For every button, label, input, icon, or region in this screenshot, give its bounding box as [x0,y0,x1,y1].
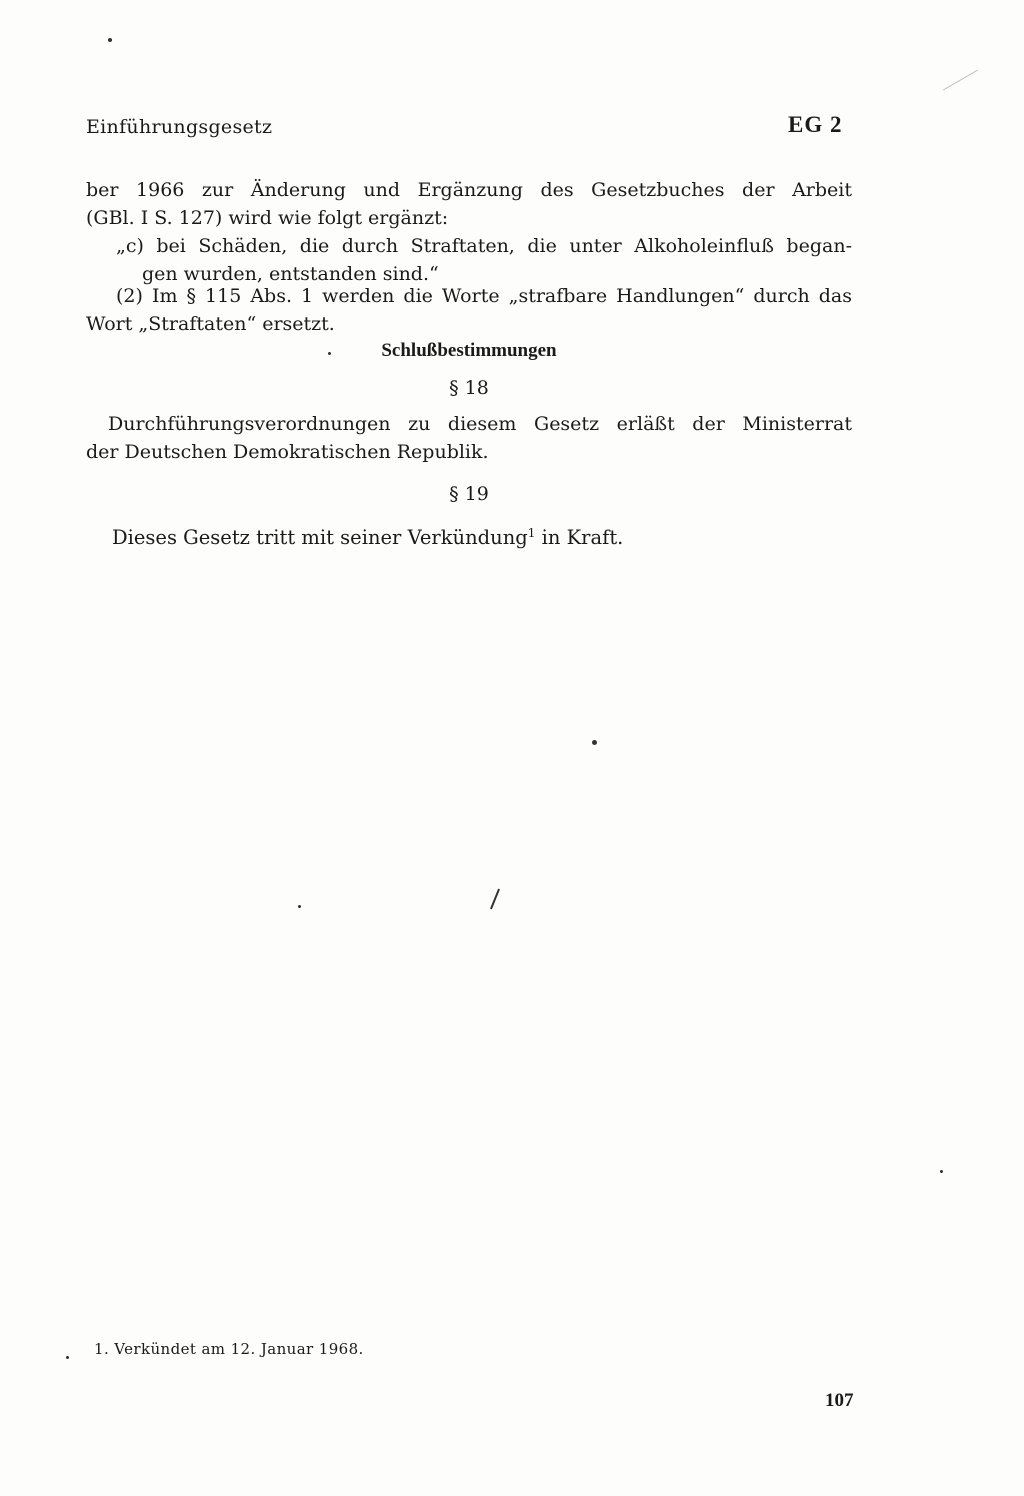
text-line: der Deutschen Demokratischen Republik. [86,441,489,463]
text-line: (2) Im § 115 Abs. 1 werden die Worte „strafbare Handlungen“ durch das [116,285,852,307]
scan-speck [66,1356,69,1359]
text-line: ber 1966 zur Änderung und Ergänzung des Gesetzbuches der Arbeit [86,179,852,201]
text-line: Wort „Straftaten“ ersetzt. [86,313,335,335]
text-run: in Kraft. [535,526,624,549]
footnote-reference: 1 [527,526,536,540]
scan-speck [328,352,331,355]
section-18-text [86,410,852,466]
section-number-19: § 19 [449,483,489,505]
running-header-code: EG 2 [788,112,843,137]
section-heading: Schlußbestimmungen [381,340,557,361]
text-line: „c) bei Schäden, die durch Straftaten, die unter Alkoholeinfluß began- [116,235,852,257]
scan-speck [592,740,597,745]
running-header-title: Einführungsgesetz [86,116,273,138]
text-line: Durchführungsverordnungen zu diesem Gesetz erläßt der Ministerrat [108,413,852,435]
scan-speck [298,905,301,908]
paragraph-continuation [86,176,852,232]
paragraph-2 [86,282,852,338]
scan-speck [490,888,500,909]
section-19-text [112,519,852,552]
scan-speck [108,38,112,42]
text-line: gen wurden, entstanden sind.“ [142,263,439,285]
scan-speck [943,70,978,91]
scan-speck [940,1170,943,1173]
footnote: 1. Verkündet am 12. Januar 1968. [94,1340,364,1358]
text-line: (GBl. I S. 127) wird wie folgt ergänzt: [86,207,449,229]
section-number-18: § 18 [449,377,489,399]
page-number: 107 [825,1390,854,1411]
text-run: Dieses Gesetz tritt mit seiner Verkündung [112,526,528,549]
quoted-amendment [116,232,852,288]
